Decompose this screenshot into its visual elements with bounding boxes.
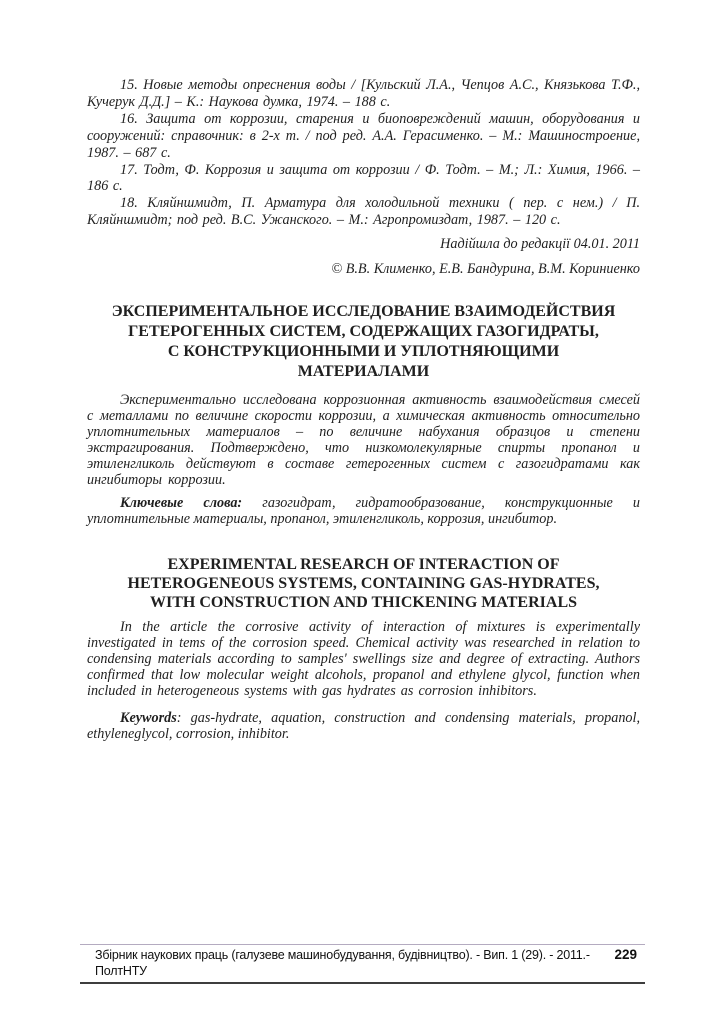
copyright-line: © В.В. Клименко, Е.В. Бандурина, В.М. Кориниенко	[331, 261, 640, 278]
footer-journal-line: Збірник наукових праць (галузеве машинобудування, будівництво). - Вип. 1 (29). - 2011.-ПолтНТУ	[95, 948, 590, 978]
keywords-ru-label: Ключевые слова:	[120, 494, 243, 511]
reference-item-16: 16. Защита от коррозии, старения и биоповреждений машин, оборудования и сооружений: справочник: в 2-х т. / под ред. А.А. Герасименко. – М.: Машиностроение, 1987. – 687 с.	[87, 110, 640, 161]
article-title-en	[87, 555, 640, 612]
page-number: 229	[614, 947, 637, 962]
reference-item-15: 15. Новые методы опреснения воды / [Кульский Л.А., Чепцов А.С., Князькова Т.Ф., Кучерук Д.Д.] – К.: Наукова думка, 1974. – 188 с.	[87, 77, 640, 110]
received-note: Надійшла до редакції 04.01. 2011	[440, 236, 640, 253]
reference-item-17: 17. Тодт, Ф. Коррозия и защита от коррозии / Ф. Тодт. – М.; Л.: Химия, 1966. – 186 с.	[87, 161, 640, 195]
keywords-en-label: Keywords	[120, 709, 177, 726]
keywords-en-text: : gas-hydrate, aquation, construction and condensing materials, propanol, ethyleneglycol, corrosion, inhibitor.	[87, 709, 640, 742]
page-footer	[80, 944, 645, 984]
article-title-ru-line3: С КОНСТРУКЦИОННЫМИ И УПЛОТНЯЮЩИМИ	[167, 343, 560, 361]
article-title-en-line1: EXPERIMENTAL RESEARCH OF INTERACTION OF	[167, 556, 560, 574]
page-content	[87, 77, 640, 743]
article-title-en-line3: WITH CONSTRUCTION AND THICKENING MATERIALS	[149, 594, 578, 612]
reference-item-18: 18. Кляйншмидт, П. Арматура для холодильной техники ( пер. с нем.) / П. Кляйншмидт; под ред. В.С. Ужанского. – М.: Агропромиздат, 1987. – 120 с.	[87, 195, 640, 229]
article-title-ru-line4: МАТЕРИАЛАМИ	[297, 363, 430, 381]
keywords-ru	[87, 496, 640, 528]
keywords-ru-text: газогидрат, гидратообразование, конструкционные и уплотнительные материалы, пропанол, этиленгликоль, коррозия, ингибитор.	[87, 494, 640, 527]
article-title-ru	[87, 302, 640, 382]
abstract-ru: Экспериментально исследована коррозионная активность взаимодействия смесей с металлами по величине скорости коррозии, а химическая активность относительно уплотнительных материалов – по величине набухания образцов и степени экстрагирования. Подтверждено, что низкомолекулярные спирты пропанол и этиленгликоль действуют в составе гетерогенных систем с газогидратами как ингибиторы коррозии.	[87, 392, 640, 488]
keywords-en	[87, 711, 640, 743]
article-title-ru-line2: ГЕТЕРОГЕННЫХ СИСТЕМ, СОДЕРЖАЩИХ ГАЗОГИДРАТЫ,	[128, 323, 599, 341]
abstract-en: In the article the corrosive activity of interaction of mixtures is experimentally investigated in tems of the corrosion speed. Chemical activity was researched in relation to condensing materials according to samples' swellings size and degree of extracting. Authors confirmed that low molecular weight alcohols, propanol and ethylene glycol, function when included in heterogeneous systems with gas hydrates as corrosion inhibitors.	[87, 619, 640, 700]
article-title-ru-line1: ЭКСПЕРИМЕНТАЛЬНОЕ ИССЛЕДОВАНИЕ ВЗАИМОДЕЙСТВИЯ	[111, 303, 616, 321]
article-title-en-line2: HETEROGENEOUS SYSTEMS, CONTAINING GAS-HYDRATES,	[127, 575, 600, 593]
